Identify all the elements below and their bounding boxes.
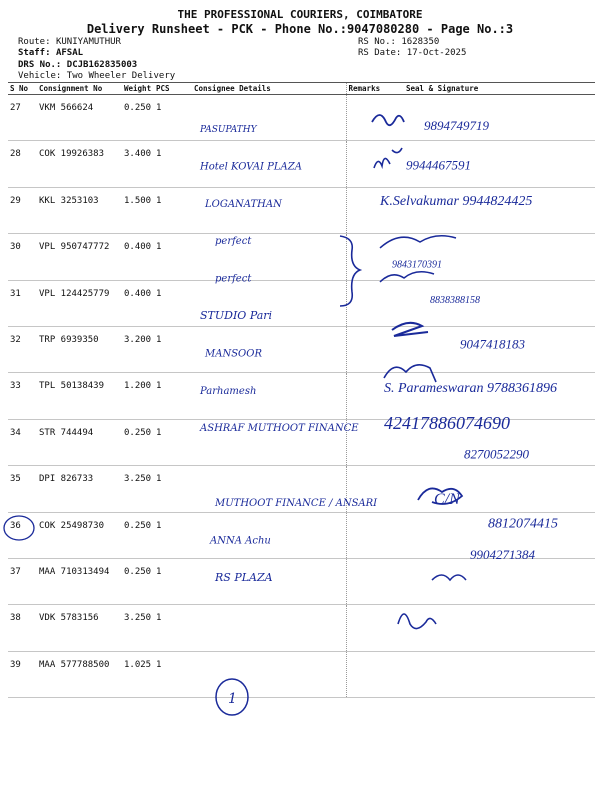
rs-date-line: RS Date: 17-Oct-2025 xyxy=(358,48,467,58)
cell-consignee-area xyxy=(192,280,346,326)
table-row xyxy=(8,466,595,512)
cell-remark-area xyxy=(346,512,404,558)
cell-remark-area xyxy=(346,141,404,187)
consignee-handwritten: LOGANATHAN xyxy=(205,198,282,210)
col-consignee: Consignee Details xyxy=(192,83,346,95)
consignee-handwritten: MANSOOR xyxy=(205,348,262,360)
vehicle-line: Vehicle: Two Wheeler Delivery xyxy=(18,71,176,81)
cell-pcs: 1 xyxy=(154,280,192,326)
cell-weight: 1.025 xyxy=(122,651,154,697)
consignee-handwritten: Parhamesh xyxy=(200,385,257,397)
cell-sno: 27 xyxy=(8,95,37,141)
cell-signature-area xyxy=(404,651,595,697)
cell-weight: 3.250 xyxy=(122,605,154,651)
page-mark: 1 xyxy=(228,691,237,707)
vehicle-value: Two Wheeler Delivery xyxy=(66,71,176,81)
cell-sno: 36 xyxy=(8,512,37,558)
cell-remark-area xyxy=(346,280,404,326)
cell-cno: TRP 6939350 xyxy=(37,326,122,372)
cell-weight: 0.250 xyxy=(122,95,154,141)
cell-remark-area xyxy=(346,605,404,651)
cell-pcs: 1 xyxy=(154,187,192,233)
cell-cno: COK 19926383 xyxy=(37,141,122,187)
cell-signature-area xyxy=(404,419,595,465)
col-pcs: PCS xyxy=(154,83,192,95)
cell-signature-area xyxy=(404,187,595,233)
staff-line: Staff: AFSAL xyxy=(18,48,84,58)
cell-signature-area xyxy=(404,326,595,372)
cell-consignee-area xyxy=(192,95,346,141)
cell-cno: STR 744494 xyxy=(37,419,122,465)
table-row xyxy=(8,234,595,280)
signature-handwritten: 9894749719 xyxy=(424,118,489,133)
cell-remark-area xyxy=(346,95,404,141)
cell-weight: 3.200 xyxy=(122,326,154,372)
route-line: Route: KUNIYAMUTHUR xyxy=(18,37,121,47)
cell-pcs: 1 xyxy=(154,234,192,280)
signature-handwritten: 8812074415 xyxy=(488,516,558,532)
table-header-row xyxy=(8,83,595,95)
cell-sno: 28 xyxy=(8,141,37,187)
cell-signature-area xyxy=(404,466,595,512)
cell-consignee-area xyxy=(192,512,346,558)
cell-consignee-area xyxy=(192,234,346,280)
cell-signature-area xyxy=(404,512,595,558)
cell-consignee-area xyxy=(192,651,346,697)
cell-signature-area xyxy=(404,558,595,604)
consignee-handwritten: Hotel KOVAI PLAZA xyxy=(200,161,302,173)
cell-weight: 3.400 xyxy=(122,141,154,187)
cell-sno: 35 xyxy=(8,466,37,512)
col-remarks: Remarks xyxy=(346,83,404,95)
cell-sno: 39 xyxy=(8,651,37,697)
cell-pcs: 1 xyxy=(154,558,192,604)
cell-signature-area xyxy=(404,605,595,651)
signature-handwritten: 8838388158 xyxy=(430,295,480,306)
cell-consignee-area xyxy=(192,605,346,651)
cell-sno: 37 xyxy=(8,558,37,604)
consignee-handwritten: PASUPATHY xyxy=(200,125,257,135)
drs-value: DCJB162835003 xyxy=(66,60,138,70)
cell-weight: 0.400 xyxy=(122,280,154,326)
route-value: KUNIYAMUTHUR xyxy=(55,37,121,47)
signature-handwritten: C/N xyxy=(434,491,460,508)
cell-cno: VPL 124425779 xyxy=(37,280,122,326)
cell-sno: 31 xyxy=(8,280,37,326)
table-row xyxy=(8,187,595,233)
signature-handwritten: 8270052290 xyxy=(464,446,529,462)
cell-weight: 0.400 xyxy=(122,234,154,280)
cell-weight: 0.250 xyxy=(122,512,154,558)
cell-pcs: 1 xyxy=(154,373,192,419)
col-signature: Seal & Signature xyxy=(404,83,595,95)
cell-weight: 0.250 xyxy=(122,558,154,604)
cell-weight: 0.250 xyxy=(122,419,154,465)
cell-cno: MAA 710313494 xyxy=(37,558,122,604)
consignee-handwritten: ANNA Achu xyxy=(210,535,271,547)
cell-remark-area xyxy=(346,651,404,697)
consignee-handwritten: perfect xyxy=(215,236,252,248)
cell-weight: 1.500 xyxy=(122,187,154,233)
cell-remark-area xyxy=(346,466,404,512)
table-row xyxy=(8,419,595,465)
cell-consignee-area xyxy=(192,558,346,604)
cell-pcs: 1 xyxy=(154,466,192,512)
table-row xyxy=(8,605,595,651)
cell-cno: VPL 950747772 xyxy=(37,234,122,280)
cell-cno: DPI 826733 xyxy=(37,466,122,512)
cell-signature-area xyxy=(404,95,595,141)
cell-pcs: 1 xyxy=(154,141,192,187)
cell-cno: MAA 577788500 xyxy=(37,651,122,697)
rs-no-value: 1628350 xyxy=(401,37,440,47)
table-row xyxy=(8,326,595,372)
cell-cno: COK 25498730 xyxy=(37,512,122,558)
consignee-handwritten: ASHRAF MUTHOOT FINANCE xyxy=(200,423,359,435)
table-row xyxy=(8,280,595,326)
consignee-handwritten: MUTHOOT FINANCE / ANSARI xyxy=(215,498,378,509)
cell-sno: 34 xyxy=(8,419,37,465)
cell-consignee-area xyxy=(192,326,346,372)
signature-handwritten: S. Parameswaran 9788361896 xyxy=(384,380,558,396)
cell-remark-area xyxy=(346,234,404,280)
cell-sno: 32 xyxy=(8,326,37,372)
runsheet-subtitle: Delivery Runsheet - PCK - Phone No.:9047080280 - Page No.:3 xyxy=(86,22,514,36)
drs-line: DRS No.: DCJB162835003 xyxy=(18,60,138,70)
cell-sno: 33 xyxy=(8,373,37,419)
cell-sno: 29 xyxy=(8,187,37,233)
signature-handwritten: 9843170391 xyxy=(392,259,442,271)
cell-cno: KKL 3253103 xyxy=(37,187,122,233)
cell-signature-area xyxy=(404,280,595,326)
cell-remark-area xyxy=(346,373,404,419)
cell-remark-area xyxy=(346,326,404,372)
table-row xyxy=(8,373,595,419)
cell-consignee-area xyxy=(192,373,346,419)
table-row xyxy=(8,95,595,141)
cell-signature-area xyxy=(404,234,595,280)
table-row xyxy=(8,141,595,187)
cell-cno: VKM 566624 xyxy=(37,95,122,141)
cell-consignee-area xyxy=(192,419,346,465)
signature-handwritten: K.Selvakumar 9944824425 xyxy=(380,193,533,209)
col-consignment: Consignment No xyxy=(37,83,122,95)
consignee-handwritten: STUDIO Pari xyxy=(200,309,273,322)
col-weight: Weight xyxy=(122,83,154,95)
cell-remark-area xyxy=(346,187,404,233)
cell-pcs: 1 xyxy=(154,512,192,558)
cell-weight: 1.200 xyxy=(122,373,154,419)
cell-signature-area xyxy=(404,141,595,187)
cell-pcs: 1 xyxy=(154,419,192,465)
rs-no-line: RS No.: 1628350 xyxy=(358,37,440,47)
cell-remark-area xyxy=(346,419,404,465)
cell-cno: TPL 50138439 xyxy=(37,373,122,419)
cell-sno: 38 xyxy=(8,605,37,651)
consignee-handwritten: perfect xyxy=(215,273,252,285)
cell-weight: 3.250 xyxy=(122,466,154,512)
signature-handwritten: 9944467591 xyxy=(406,157,471,173)
signature-handwritten: 9047418183 xyxy=(460,336,525,352)
signature-handwritten: 42417886074690 xyxy=(384,413,510,434)
cell-consignee-area xyxy=(192,466,346,512)
company-title: THE PROFESSIONAL COURIERS, COIMBATORE xyxy=(177,8,423,21)
cell-consignee-area xyxy=(192,141,346,187)
cell-sno: 30 xyxy=(8,234,37,280)
cell-remark-area xyxy=(346,558,404,604)
cell-pcs: 1 xyxy=(154,651,192,697)
table-row xyxy=(8,651,595,697)
signature-handwritten: 9904271384 xyxy=(470,546,535,562)
cell-pcs: 1 xyxy=(154,326,192,372)
staff-value: AFSAL xyxy=(55,48,84,58)
table-row xyxy=(8,512,595,558)
cell-pcs: 1 xyxy=(154,95,192,141)
col-sno: S No xyxy=(8,83,37,95)
cell-pcs: 1 xyxy=(154,605,192,651)
cell-consignee-area xyxy=(192,187,346,233)
rs-date-value: 17-Oct-2025 xyxy=(406,48,467,58)
cell-cno: VDK 5783156 xyxy=(37,605,122,651)
table-row xyxy=(8,558,595,604)
cell-signature-area xyxy=(404,373,595,419)
consignee-handwritten: RS PLAZA xyxy=(215,570,273,584)
runsheet-table xyxy=(8,82,595,698)
